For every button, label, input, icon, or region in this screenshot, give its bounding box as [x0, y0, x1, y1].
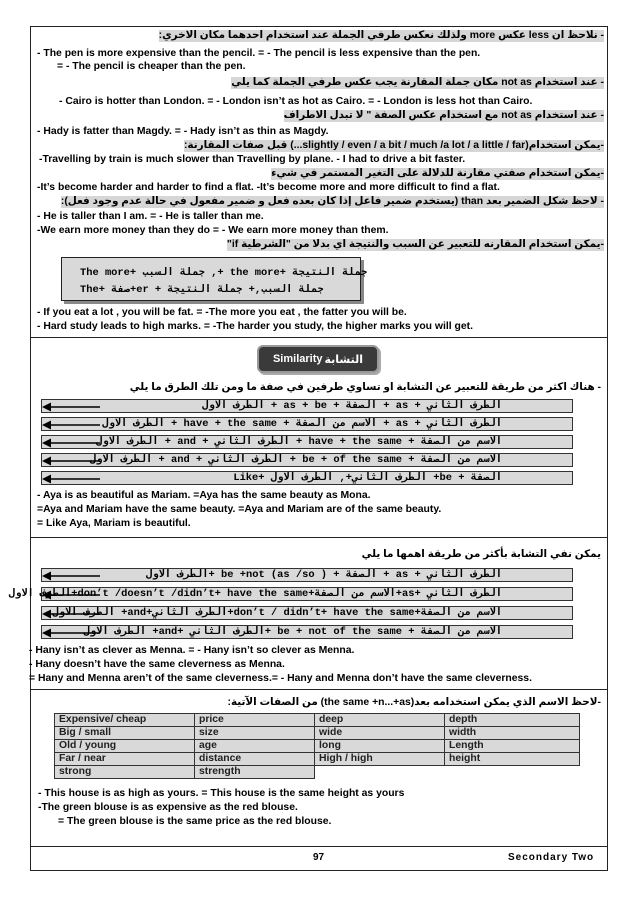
negation-row-text: الاسم من الصفة + be + not of the same +الطرف الثاني +and+ الطرف الاول	[83, 626, 502, 638]
negation-row	[41, 625, 573, 639]
negation-row	[41, 606, 573, 620]
example-hany-1: - Hany isn’t as clever as Menna. = - Hany isn’t so clever as Menna.	[29, 645, 355, 656]
table-cell: Old / young	[55, 740, 195, 753]
arrow-left-icon	[42, 437, 102, 449]
table-cell: price	[195, 714, 315, 727]
example-hany-3: = Hany and Menna aren’t of the same cleverness.= - Hany and Menna don’t have the same cleverness.	[29, 673, 532, 684]
grade-label: Secondary Two	[508, 852, 595, 863]
example-aya-2: =Aya and Mariam have the same beauty. =Aya and Mariam are of the same beauty.	[37, 504, 442, 515]
table-cell: age	[195, 740, 315, 753]
table-cell	[445, 766, 580, 779]
table-cell: High / high	[315, 753, 445, 766]
table-cell: deep	[315, 714, 445, 727]
table-cell: size	[195, 727, 315, 740]
formula-more: The more+ جملة السبب ,+ the more+ جملة النتيجة	[80, 267, 368, 279]
example-train: -Travelling by train is much slower than Travelling by plane. - I had to drive a bit faster.	[39, 154, 466, 165]
table-cell: Big / small	[55, 727, 195, 740]
arrow-left-icon	[42, 473, 102, 485]
similarity-row-text: الاسم من الصفة + have + the same + الطرف الثاني + and + الطرف الاول	[96, 436, 502, 448]
similarity-row	[41, 399, 573, 413]
similarity-badge-en: Similarity	[272, 353, 323, 365]
similarity-row-text: الطرف الثاني + as + الاسم من الصفة + have + the same + الطرف الاول	[102, 418, 502, 430]
formula-box	[61, 257, 368, 301]
negation-row	[8, 587, 573, 601]
note-slightly: -يمكن استخدام(slightly / even / a bit / much /a lot / a little / far...) قبل صفات المقارنة:	[183, 140, 604, 151]
adjective-noun-table	[54, 713, 580, 779]
example-cairo: - Cairo is hotter than London. = - London isn’t as hot as Cairo. = - London is less hot than Cairo.	[59, 96, 533, 107]
table-cell: height	[445, 753, 580, 766]
divider	[31, 689, 607, 690]
similarity-row	[41, 417, 573, 431]
example-money: -We earn more money than they do = - We earn more money than them.	[37, 225, 389, 236]
arrow-left-icon	[42, 419, 102, 431]
note-if: -يمكن استخدام المقارنه للتعبير عن السبب والنتيجة اي بدلا من "الشرطية if"	[226, 239, 604, 250]
negation-row	[41, 568, 573, 582]
table-cell: strength	[195, 766, 315, 779]
note-pronoun: - لاحظ شكل الضمير بعد than (يستخدم ضمير فاعل إذا كان بعده فعل و ضمير مفعول في حالة عدم وجود فعل):	[60, 196, 604, 207]
similarity-row-text: الطرف الثاني + as + الصفة + as + be + الطرف الاول	[202, 400, 502, 412]
similarity-badge-ar: التشابة	[324, 353, 364, 366]
note-not-as: - عند استخدام not as مكان جملة المقارنة يجب عكس طرفي الجملة كما يلي	[231, 77, 604, 88]
table-row	[55, 753, 580, 766]
table-cell: strong	[55, 766, 195, 779]
example-flat: -It’s become harder and harder to find a flat. -It’s become more and more difficult to find a flat.	[37, 182, 500, 193]
table-cell: wide	[315, 727, 445, 740]
example-aya-1: - Aya is as beautiful as Mariam. =Aya has the same beauty as Mona.	[37, 490, 371, 501]
example-pen-2: = - The pencil is cheaper than the pen.	[57, 61, 246, 72]
example-hady: - Hady is fatter than Magdy. = - Hady isn’t as thin as Magdy.	[37, 126, 329, 137]
table-cell: long	[315, 740, 445, 753]
table-cell: Expensive/ cheap	[55, 714, 195, 727]
table-cell	[315, 766, 445, 779]
page-number: 97	[313, 852, 325, 863]
similarity-row-text: الاسم من الصفة + be + of the same + الطرف الثاني + and + الطرف الاول	[89, 454, 502, 466]
example-fat: - If you eat a lot , you will be fat. = -The more you eat , the fatter you will be.	[37, 307, 407, 318]
note-twice: -يمكن استخدام صفتي مقارنة للدلالة على التغير المستمر في شيء	[271, 168, 604, 179]
example-house-3: = The green blouse is the same price as the red blouse.	[58, 816, 332, 827]
note-more-less: - نلاحظ ان less عكس more ولذلك نعكس طرفي الجملة عند استخدام احدهما مكان الاخري:	[158, 30, 604, 41]
similarity-row	[41, 453, 573, 467]
example-study: - Hard study leads to high marks. = -The harder you study, the higher marks you will get.	[37, 321, 474, 332]
example-house-2: -The green blouse is as expensive as the red blouse.	[38, 802, 298, 813]
table-row	[55, 766, 580, 779]
example-taller: - He is taller than I am. = - He is taller than me.	[37, 211, 264, 222]
table-cell: depth	[445, 714, 580, 727]
example-hany-2: - Hany doesn’t have the same cleverness as Menna.	[29, 659, 285, 670]
table-row	[55, 714, 580, 727]
arrow-left-icon	[42, 570, 102, 582]
formula-er: The+ صفة+er + جملة السبب,+ جملة النتيجة	[80, 284, 324, 296]
negation-row-text: الطرف الثاني +as+الاسم من الصفة+don’t /doesn’t /didn’t+ have the same+الطرف الاول	[8, 588, 502, 600]
example-pen-1: - The pen is more expensive than the pencil. = - The pencil is less expensive than the pen.	[37, 48, 481, 59]
similarity-row	[41, 435, 573, 449]
example-aya-3: = Like Aya, Mariam is beautiful.	[37, 518, 191, 529]
table-cell: Length	[445, 740, 580, 753]
similarity-row-text: الصفة + be+ الطرف الثاني+, الطرف الاول +Like	[233, 472, 502, 484]
similarity-intro: - هناك اكثر من طريقة للتعبير عن التشابة او تساوي طرفين في صفة ما ومن تلك الطرق ما يلي	[129, 382, 601, 393]
divider	[31, 537, 607, 538]
table-row	[55, 727, 580, 740]
arrow-left-icon	[42, 401, 102, 413]
table-row	[55, 740, 580, 753]
negation-row-text: الطرف الثاني + as + الصفة + be +not (as /so ) +الطرف الاول	[146, 569, 502, 581]
similarity-row	[41, 471, 573, 485]
example-house-1: - This house is as high as yours. = This house is the same height as yours	[38, 788, 405, 799]
table-cell: distance	[195, 753, 315, 766]
negation-row-text: الاسم من الصفة+don’t / didn’t+ have the same+الطرف الثاني+and+ الطرف الاول	[52, 607, 502, 619]
footer-divider	[30, 846, 608, 847]
similarity-badge	[257, 345, 379, 373]
negation-intro: يمكن نفي التشابة بأكثر من طريقة اهمها ما يلي	[361, 549, 601, 560]
adjectives-note: -لاحظ الاسم الذي يمكن استخدامه بعد(the same +n...+as) من الصفات الآتية:	[227, 697, 601, 708]
divider	[31, 337, 607, 338]
table-cell: Far / near	[55, 753, 195, 766]
note-not-as-opposite: - عند استخدام not as مع استخدام عكس الصفة " لا تبدل الاطراف	[283, 110, 604, 121]
table-cell: width	[445, 727, 580, 740]
